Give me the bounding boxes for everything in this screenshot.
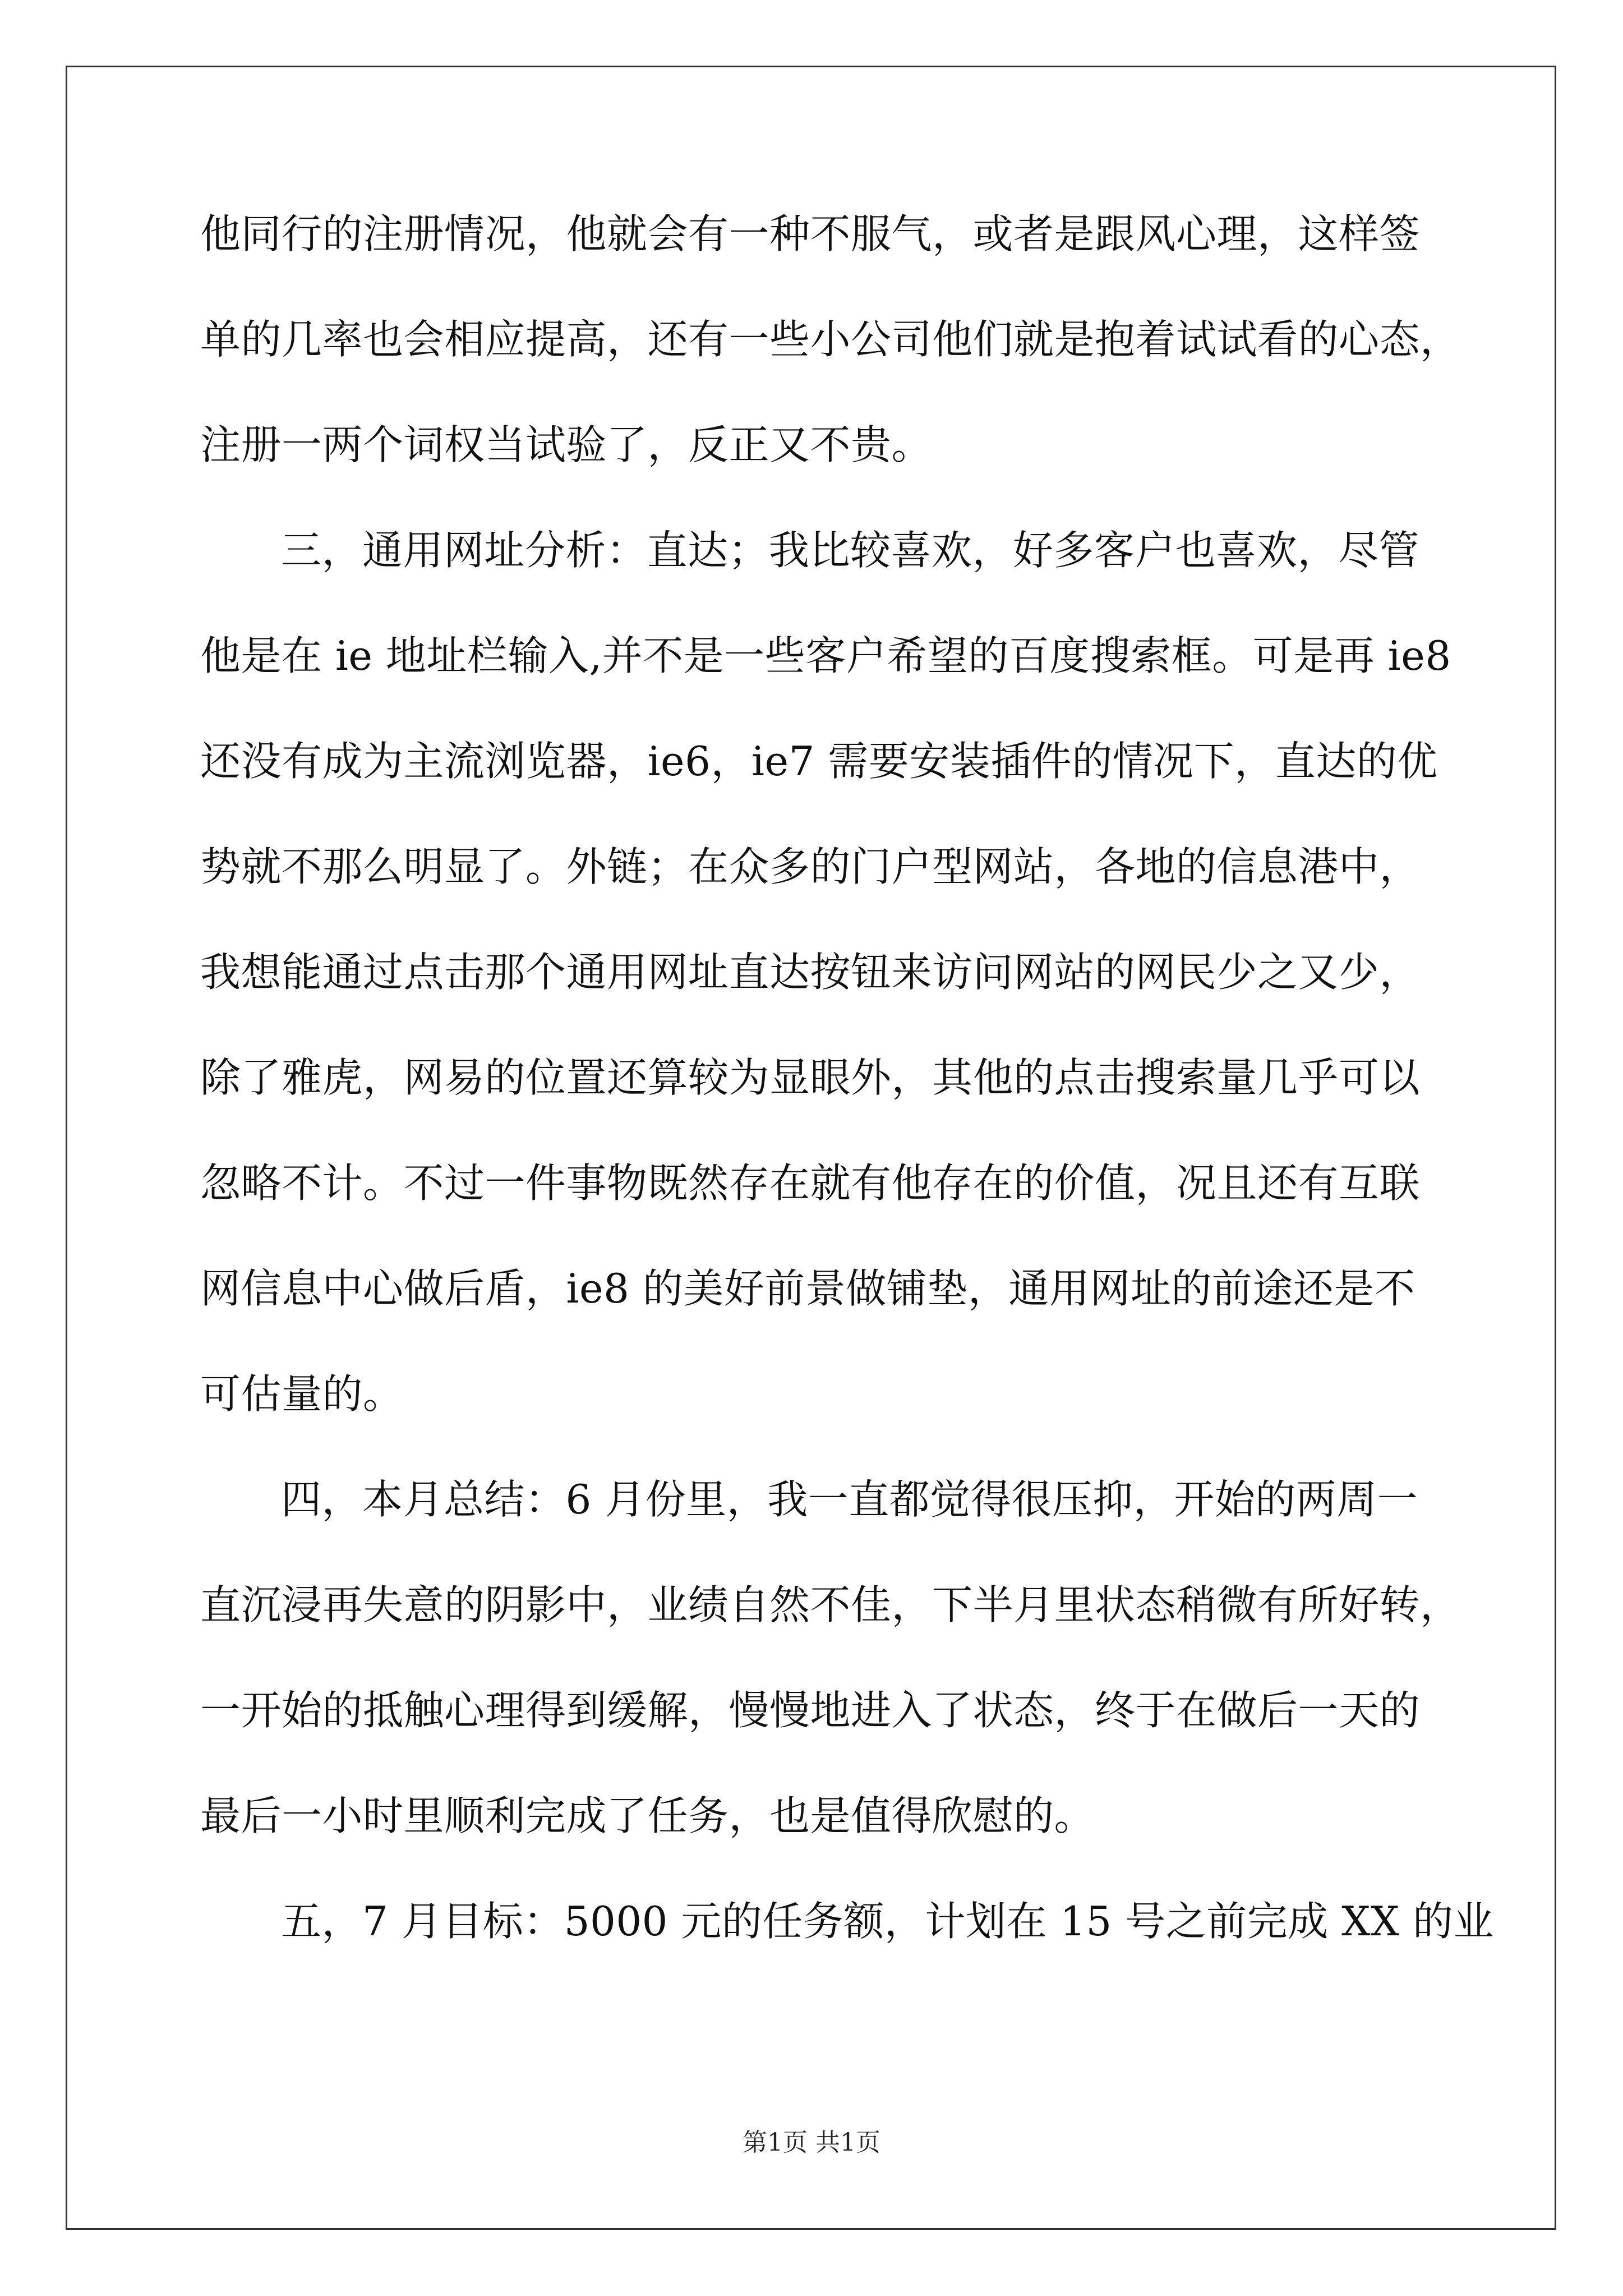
document-body — [200, 208, 1494, 2000]
text-line: 单的几率也会相应提高，还有一些小公司他们就是抱着试试看的心态， — [200, 316, 1461, 363]
text-line: 直沉浸再失意的阴影中，业绩自然不佳，下半月里状态稍微有所好转， — [200, 1581, 1461, 1628]
text-line: 我想能通过点击那个通用网址直达按钮来访问网站的网民少之又少， — [200, 949, 1421, 996]
text-line: 势就不那么明显了。外链；在众多的门户型网站，各地的信息港中， — [200, 843, 1421, 890]
text-line: 注册一两个词权当试验了，反正又不贵。 — [200, 421, 933, 468]
text-line: 还没有成为主流浏览器，ie6，ie7 需要安装插件的情况下，直达的优 — [200, 738, 1438, 785]
paragraph-start-line: 三，通用网址分析：直达；我比较喜欢，好多客户也喜欢，尽管 — [281, 527, 1420, 574]
text-line: 他是在 ie 地址栏输入,并不是一些客户希望的百度搜索框。可是再 ie8 — [200, 632, 1451, 679]
text-line: 最后一小时里顺利完成了任务，也是值得欣慰的。 — [200, 1792, 1095, 1839]
page-number-footer: 第1页 共1页 — [743, 2128, 880, 2157]
text-line: 可估量的。 — [200, 1370, 404, 1418]
text-line: 除了雅虎，网易的位置还算较为显眼外，其他的点击搜索量几乎可以 — [200, 1054, 1421, 1101]
text-line: 网信息中心做后盾，ie8 的美好前景做铺垫，通用网址的前途还是不 — [200, 1265, 1415, 1312]
text-line: 忽略不计。不过一件事物既然存在就有他存在的价值，况且还有互联 — [200, 1159, 1421, 1207]
text-line: 他同行的注册情况，他就会有一种不服气，或者是跟风心理，这样签 — [200, 210, 1421, 257]
text-line: 一开始的抵触心理得到缓解，慢慢地进入了状态，终于在做后一天的 — [200, 1687, 1421, 1734]
paragraph-start-line: 五，7 月目标：5000 元的任务额，计划在 15 号之前完成 XX 的业 — [281, 1898, 1494, 1945]
paragraph-start-line: 四，本月总结：6 月份里，我一直都觉得很压抑，开始的两周一 — [281, 1476, 1418, 1523]
